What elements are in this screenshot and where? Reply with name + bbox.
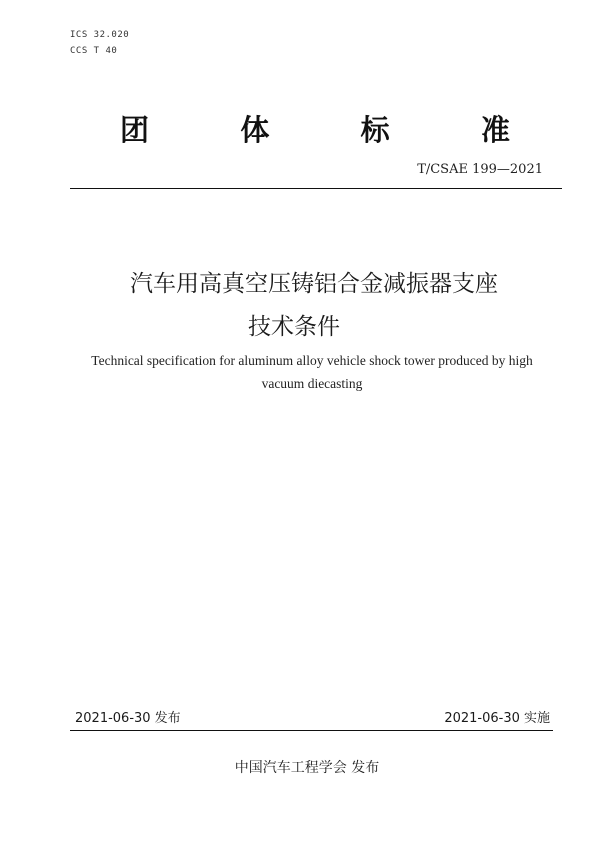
- top-divider: [70, 188, 562, 189]
- implementation-date: 2021-06-30 实施: [444, 711, 550, 726]
- standard-type-char: 团: [120, 113, 150, 147]
- ics-code: ICS 32.020: [70, 30, 130, 40]
- publisher: 中国汽车工程学会 发布: [234, 760, 380, 776]
- bottom-divider: [70, 730, 553, 731]
- english-title-line-2: vacuum diecasting: [261, 376, 363, 391]
- standard-type-char: 体: [240, 113, 270, 147]
- standard-type-char: 准: [480, 113, 510, 147]
- standard-number: T/CSAE 199—2021: [417, 162, 543, 177]
- chinese-title-line-2: 技术条件: [248, 314, 340, 340]
- standard-type-char: 标: [360, 113, 390, 147]
- standard-type-heading: [120, 108, 510, 149]
- english-title-line-1: Technical specification for aluminum alloy vehicle shock tower produced by high: [91, 353, 533, 368]
- issue-date: 2021-06-30 发布: [75, 711, 181, 726]
- chinese-title-line-1: 汽车用高真空压铸铝合金减振器支座: [130, 271, 498, 297]
- ccs-code: CCS T 40: [70, 46, 118, 56]
